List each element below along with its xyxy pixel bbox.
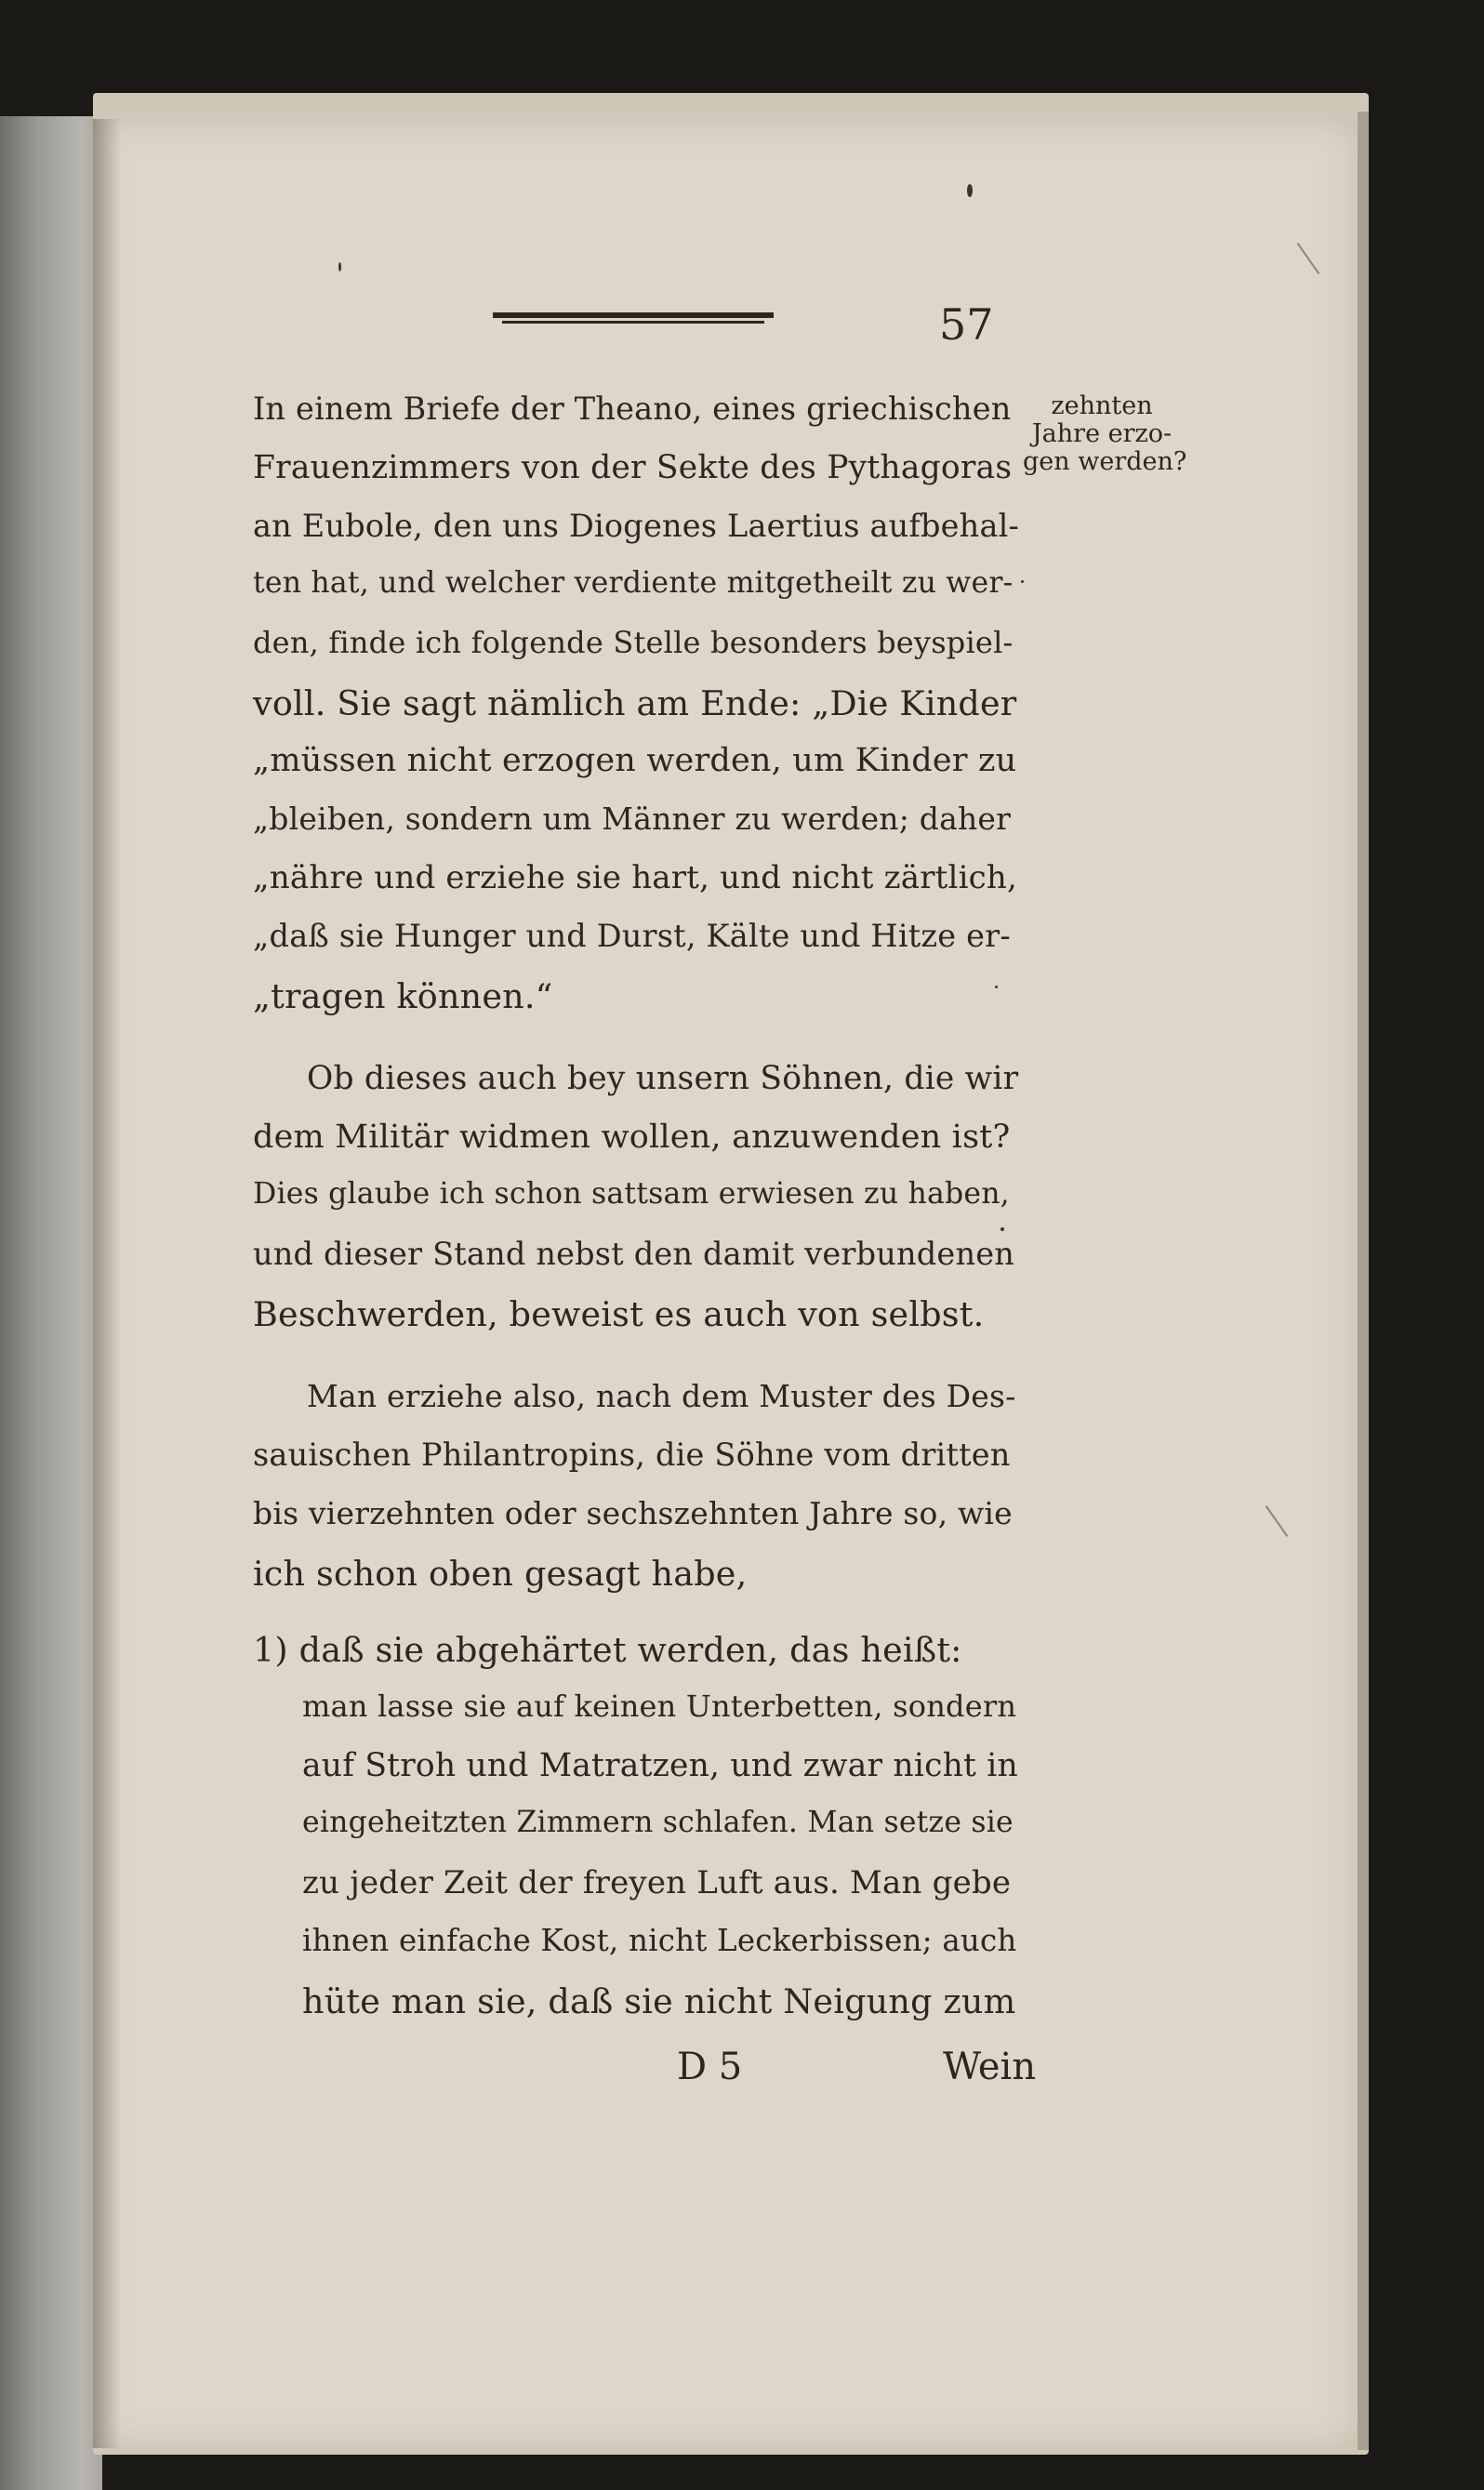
text-line: „nähre und erziehe sie hart, und nicht zärtlich, bbox=[253, 859, 1018, 896]
margin-note-line: zehnten bbox=[1051, 391, 1153, 420]
text-line: voll. Sie sagt nämlich am Ende: „Die Kinder bbox=[253, 683, 1017, 723]
text-line: „bleiben, sondern um Männer zu werden; daher bbox=[253, 801, 1012, 837]
text-line: „tragen können.“ bbox=[253, 976, 553, 1016]
text-line: an Eubole, den uns Diogenes Laertius aufbehal- bbox=[253, 508, 1020, 544]
text-line: Beschwerden, beweist es auch von selbst. bbox=[253, 1294, 985, 1334]
text-line: „daß sie Hunger und Durst, Kälte und Hitze er- bbox=[253, 918, 1011, 954]
page-edge-shadow bbox=[1358, 112, 1369, 2450]
catchword: Wein bbox=[943, 2046, 1037, 2088]
paragraph-start: Man erziehe also, nach dem Muster des Des- bbox=[307, 1378, 1016, 1414]
text-line: bis vierzehnten oder sechszehnten Jahre so, wie bbox=[253, 1495, 1013, 1531]
list-item-text: zu jeder Zeit der freyen Luft aus. Man gebe bbox=[302, 1864, 1012, 1901]
text-line: ich schon oben gesagt habe, bbox=[253, 1554, 748, 1594]
text-line: sauischen Philantropins, die Söhne vom dritten bbox=[253, 1437, 1011, 1473]
margin-note-line: gen werden? bbox=[1023, 447, 1187, 476]
text-line: Dies glaube ich schon sattsam erwiesen zu haben, bbox=[253, 1177, 1010, 1211]
paper-speck bbox=[1000, 1227, 1004, 1231]
paper-speck bbox=[967, 184, 973, 197]
gutter-shadow bbox=[93, 119, 121, 2448]
list-item-text: eingeheitzten Zimmern schlafen. Man setze sie bbox=[302, 1806, 1014, 1839]
paper-speck bbox=[338, 262, 341, 272]
text-line: „müssen nicht erzogen werden, um Kinder zu bbox=[253, 742, 1017, 779]
list-item-text: hüte man sie, daß sie nicht Neigung zum bbox=[302, 1981, 1016, 2021]
list-item-text: man lasse sie auf keinen Unterbetten, sondern bbox=[302, 1689, 1017, 1724]
text-line: dem Militär widmen wollen, anzuwenden ist? bbox=[253, 1119, 1011, 1156]
header-rule bbox=[493, 312, 774, 327]
paper-speck bbox=[1021, 580, 1024, 583]
text-line: den, finde ich folgende Stelle besonders beyspiel- bbox=[253, 625, 1014, 660]
page-number: 57 bbox=[939, 299, 994, 350]
paper-speck bbox=[995, 986, 998, 988]
margin-note-line: Jahre erzo- bbox=[1031, 419, 1173, 448]
margin-note bbox=[1023, 391, 1187, 476]
text-line: und dieser Stand nebst den damit verbundenen bbox=[253, 1236, 1015, 1272]
text-line: Frauenzimmers von der Sekte des Pythagoras bbox=[253, 449, 1013, 486]
list-item-text: auf Stroh und Matratzen, und zwar nicht in bbox=[302, 1747, 1018, 1784]
paragraph-start: Ob dieses auch bey unsern Söhnen, die wir bbox=[307, 1060, 1019, 1097]
signature-mark: D 5 bbox=[677, 2046, 743, 2088]
left-page-edge bbox=[0, 116, 102, 2490]
text-line: In einem Briefe der Theano, eines griechischen bbox=[253, 391, 1012, 427]
text-line: ten hat, und welcher verdiente mitgetheilt zu wer- bbox=[253, 566, 1014, 600]
list-item-text: ihnen einfache Kost, nicht Leckerbissen; auch bbox=[302, 1923, 1017, 1958]
list-item-1: 1) daß sie abgehärtet werden, das heißt: bbox=[253, 1630, 962, 1670]
